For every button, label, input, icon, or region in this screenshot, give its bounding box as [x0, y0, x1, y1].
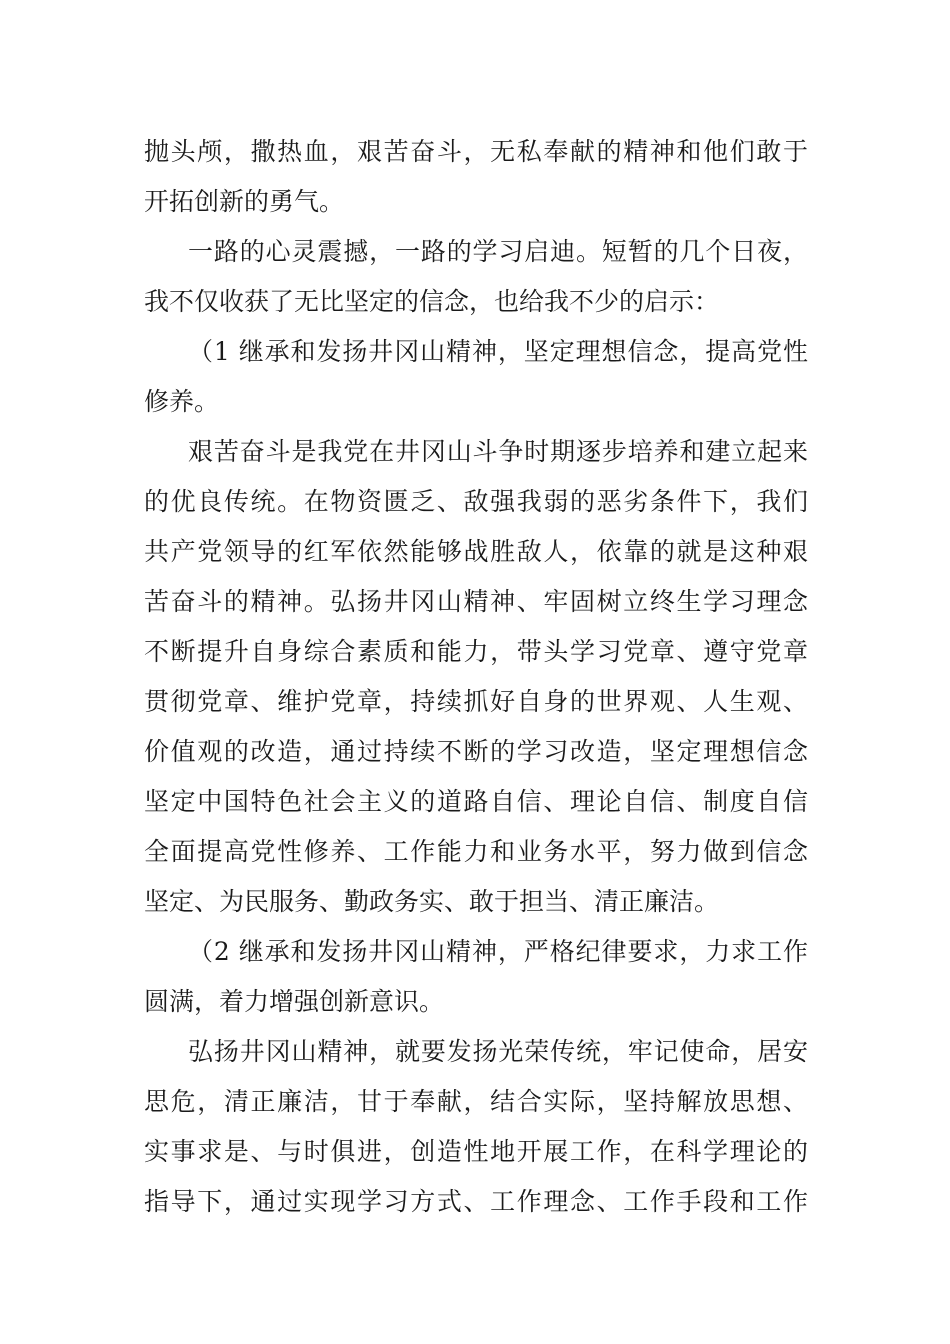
section-heading: （1 继承和发扬井冈山精神，坚定理想信念，提高党性 — [188, 337, 808, 366]
text-line: 不断提升自身综合素质和能力，带头学习党章、遵守党章 — [144, 637, 808, 666]
text-line: 全面提高党性修养、工作能力和业务水平，努力做到信念 — [144, 837, 808, 866]
text-line: 价值观的改造，通过持续不断的学习改造，坚定理想信念 — [144, 737, 808, 766]
section-heading: 圆满，着力增强创新意识。 — [144, 987, 445, 1016]
text-line: 指导下，通过实现学习方式、工作理念、工作手段和工作 — [144, 1187, 808, 1216]
text-line: 一路的心灵震撼，一路的学习启迪。短暂的几个日夜， — [188, 237, 808, 266]
text-line: 思危，清正廉洁，甘于奉献，结合实际，坚持解放思想、 — [144, 1087, 808, 1116]
text-line: 的优良传统。在物资匮乏、敌强我弱的恶劣条件下，我们 — [144, 487, 808, 516]
text-line: 开拓创新的勇气。 — [144, 187, 345, 216]
text-line: 坚定中国特色社会主义的道路自信、理论自信、制度自信 — [144, 787, 808, 816]
text-line: 抛头颅，撒热血，艰苦奋斗，无私奉献的精神和他们敢于 — [144, 137, 808, 166]
section-heading: （2 继承和发扬井冈山精神，严格纪律要求，力求工作 — [188, 937, 808, 966]
text-line: 贯彻党章、维护党章，持续抓好自身的世界观、人生观、 — [144, 687, 808, 716]
text-line: 艰苦奋斗是我党在井冈山斗争时期逐步培养和建立起来 — [188, 437, 808, 466]
section-heading: 修养。 — [144, 387, 220, 416]
text-line: 弘扬井冈山精神，就要发扬光荣传统，牢记使命，居安 — [188, 1037, 808, 1066]
text-line: 实事求是、与时俱进，创造性地开展工作，在科学理论的 — [144, 1137, 808, 1166]
text-line: 坚定、为民服务、勤政务实、敢于担当、清正廉洁。 — [144, 887, 720, 916]
text-line: 苦奋斗的精神。弘扬井冈山精神、牢固树立终生学习理念 — [144, 587, 808, 616]
text-line: 共产党领导的红军依然能够战胜敌人，依靠的就是这种艰 — [144, 537, 808, 566]
text-line: 我不仅收获了无比坚定的信念，也给我不少的启示： — [144, 287, 720, 316]
